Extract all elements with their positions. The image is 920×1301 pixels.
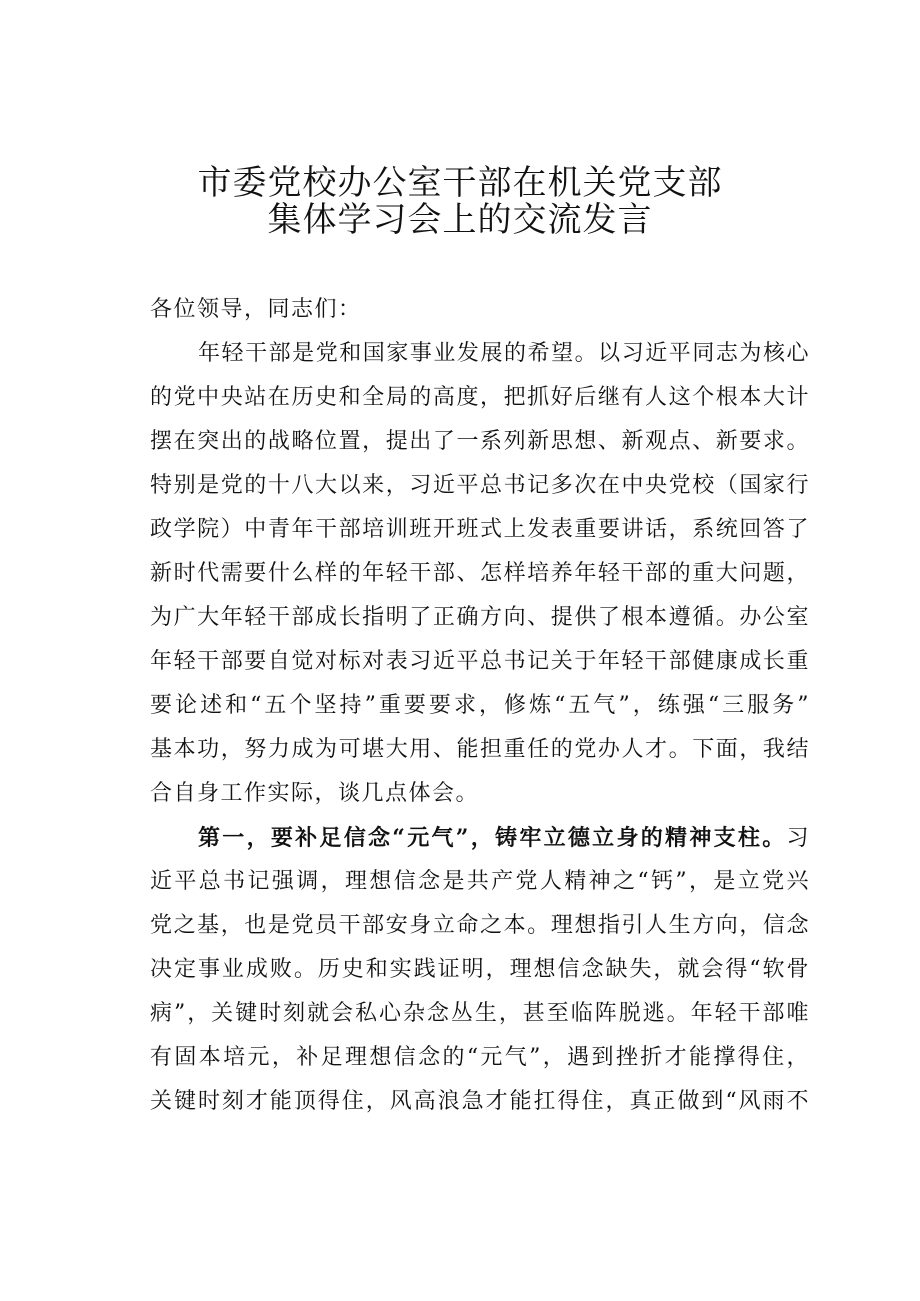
salutation: 各位领导，同志们：: [150, 297, 362, 322]
paragraph-2-line: 关键时刻才能顶得住，风高浪急才能扛得住，真正做到“风雨不: [150, 1089, 810, 1114]
document-title-line-2: 集体学习会上的交流发言: [267, 200, 653, 240]
document-body: [150, 288, 810, 1124]
paragraph-1-line: 年轻干部是党和国家事业发展的希望。以习近平同志为核心: [198, 341, 810, 366]
document-title-line-1: 市委党校办公室干部在机关党支部: [197, 163, 723, 203]
paragraph-1-line: 新时代需要什么样的年轻干部、怎样培养年轻干部的重大问题，: [150, 561, 810, 586]
paragraph-2-line: 决定事业成败。历史和实践证明，理想信念缺失，就会得“软骨: [150, 957, 810, 982]
paragraph-1-line: 基本功，努力成为可堪大用、能担重任的党办人才。下面，我结: [150, 737, 810, 762]
paragraph-2-first-rest: 习: [786, 826, 810, 851]
paragraph-1-line: 年轻干部要自觉对标对表习近平总书记关于年轻干部健康成长重: [150, 649, 810, 674]
paragraph-1-line: 为广大年轻干部成长指明了正确方向、提供了根本遵循。办公室: [150, 605, 810, 630]
paragraph-1-line: 要论述和“五个坚持”重要要求，修炼“五气”，练强“三服务”: [150, 693, 810, 718]
paragraph-2-first-line: [150, 816, 810, 860]
paragraph-1-line: 的党中央站在历史和全局的高度，把抓好后继有人这个根本大计: [150, 385, 810, 410]
paragraph-1-line: 政学院）中青年干部培训班开班式上发表重要讲话，系统回答了: [150, 517, 810, 542]
paragraph-2-heading: 第一，要补足信念“元气”，铸牢立德立身的精神支柱。: [198, 825, 787, 851]
paragraph-1-line: 摆在突出的战略位置，提出了一系列新思想、新观点、新要求。: [150, 429, 810, 454]
paragraph-1-line: 合自身工作实际，谈几点体会。: [150, 781, 480, 806]
paragraph-1-line: 特别是党的十八大以来，习近平总书记多次在中央党校（国家行: [150, 473, 810, 498]
paragraph-2-line: 近平总书记强调，理想信念是共产党人精神之“钙”，是立党兴: [150, 869, 810, 894]
paragraph-2-line: 党之基，也是党员干部安身立命之本。理想指引人生方向，信念: [150, 913, 810, 938]
paragraph-2-line: 病”，关键时刻就会私心杂念丛生，甚至临阵脱逃。年轻干部唯: [150, 1001, 810, 1026]
paragraph-2-line: 有固本培元，补足理想信念的“元气”，遇到挫折才能撑得住，: [150, 1045, 810, 1070]
